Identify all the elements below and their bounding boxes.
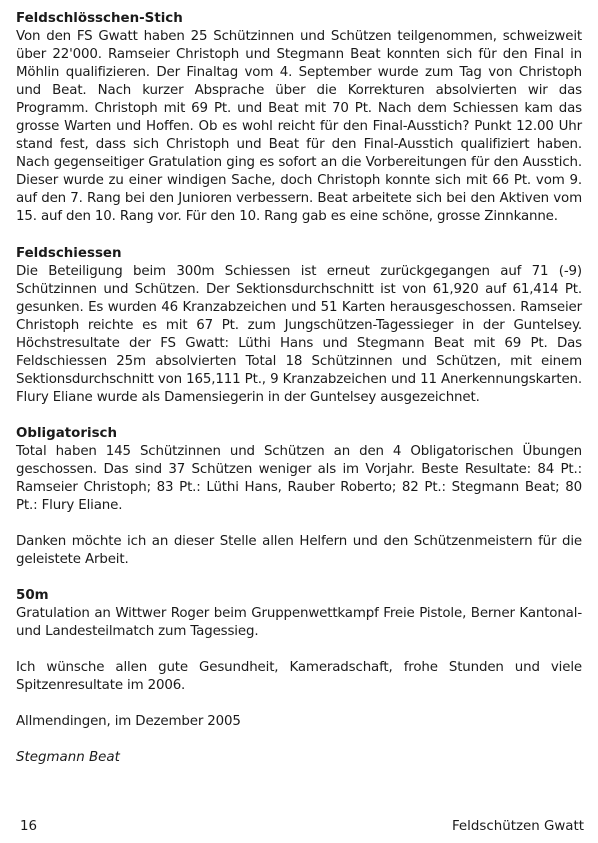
section-feldschiessen [16,245,582,407]
author-signature: Stegmann Beat [16,750,120,766]
publication-name: Feldschützen Gwatt [451,819,584,834]
page-number: 16 [20,819,38,834]
section-paragraph: Die Beteiligung beim 300m Schiessen ist erneut zurückgegangen auf 71 (-9) Schützinnen und Schützen. Der Sektionsdurchschnitt ist von 61,920 auf 61,414 Pt. gesunken. Es wurden 46 Kranzabzeichen und 51 Karten herausgeschossen. Ramseier Christoph reichte es mit 67 Pt. zum Jungschützen-Tagessieger in der Guntelsey. Höchstresultate der FS Gwatt: Lüthi Hans und Stegmann Beat mit 69 Pt. Das Feldschiessen 25m absolvierten Total 18 Schützinnen und Schützen, mit einem Sektionsdurchschnitt von 165,111 Pt., 9 Kranzabzeichen und 11 Anerkennungskarten. Flury Eliane wurde als Damensiegerin in der Guntelsey ausgezeichnet. [16,263,582,405]
thanks-paragraph: Danken möchte ich an dieser Stelle allen Helfern und den Schützenmeistern für die geleistete Arbeit. [16,534,582,568]
section-paragraph: Von den FS Gwatt haben 25 Schützinnen und Schützen teilgenommen, schweizweit über 22'000. Ramseier Christoph und Stegmann Beat konnten sich für den Final in Möhlin qualifizieren. Der Finaltag vom 4. September wurde zum Tag von Christoph und Beat. Nach kurzer Absprache über die Korrekturen absolvierten wir das Programm. Christoph mit 69 Pt. und Beat mit 70 Pt. Nach dem Schiessen kam das grosse Warten und Hoffen. Ob es wohl reicht für den Final-Ausstich? Punkt 12.00 Uhr stand fest, dass sich Christoph und Beat für den Final-Ausstich qualifiziert haben. Nach gegenseitiger Gratulation ging es sofort an die Vorbereitungen für den Ausstich. Dieser wurde zu einer windigen Sache, doch Christoph konnte sich mit 66 Pt. vom 9. auf den 7. Rang bei den Junioren verbessern. Beat arbeitete sich bei den Aktiven vom 15. auf den 10. Rang vor. Für den 10. Rang gab es eine schöne, grosse Zinnkanne. [16,29,582,225]
place-date: Allmendingen, im Dezember 2005 [16,714,241,730]
section-heading: Obligatorisch [16,425,118,441]
section-heading: Feldschiessen [16,245,122,261]
section-50m [16,587,582,731]
section-obligatorisch [16,425,582,569]
page-footer [16,818,584,836]
document-page [16,10,582,767]
section-heading: Feldschlösschen-Stich [16,11,183,26]
section-heading: 50m [16,588,49,604]
wishes-paragraph: Ich wünsche allen gute Gesundheit, Kameradschaft, frohe Stunden und viele Spitzenresultate im 2006. [16,660,582,694]
section-paragraph: Gratulation an Wittwer Roger beim Gruppenwettkampf Freie Pistole, Berner Kantonal- und Landesteilmatch zum Tagessieg. [16,606,582,640]
section-feldschloesschen-stich [16,10,582,227]
section-paragraph: Total haben 145 Schützinnen und Schützen an den 4 Obligatorischen Übungen geschossen. Das sind 37 Schützen weniger als im Vorjahr. Beste Resultate: 84 Pt.: Ramseier Christoph; 83 Pt.: Lüthi Hans, Rauber Roberto; 82 Pt.: Stegmann Beat; 80 Pt.: Flury Eliane. [16,443,582,514]
